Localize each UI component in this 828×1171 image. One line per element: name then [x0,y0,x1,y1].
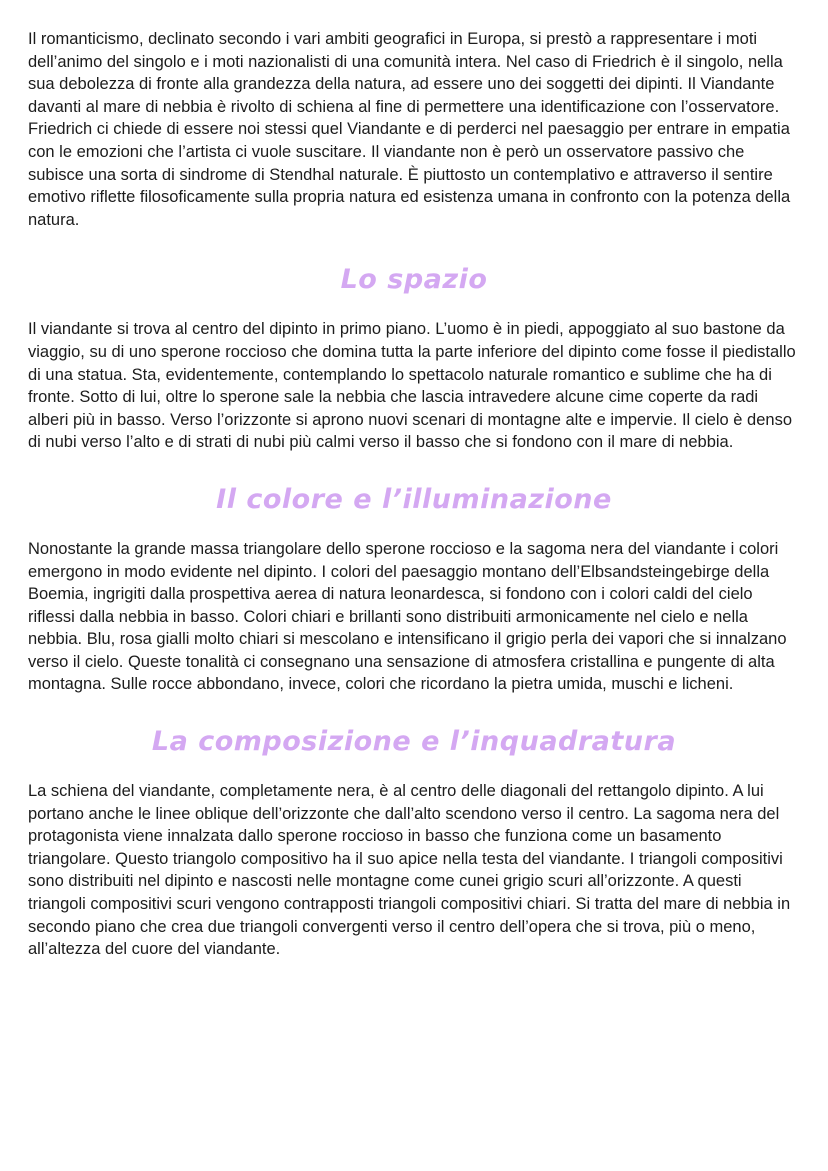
section-heading-spazio: Lo spazio [340,264,488,296]
section-heading-composizione: La composizione e l’inquadratura [151,726,677,758]
document-page [28,28,800,961]
section-paragraph-composizione: La schiena del viandante, completamente nera, è al centro delle diagonali del rettangolo dipinto. A lui portano anche le linee oblique dell’orizzonte che dall’alto scendono verso il centro. La sagoma nera del protagonista viene innalzata dallo sperone roccioso in basso che funziona come un basamento triangolare. Questo triangolo compositivo ha il suo apice nella testa del viandante. I triangoli compositivi sono distribuiti nel dipinto e nascosti nelle montagne come cunei grigio scuri all’orizzonte. A questi triangoli compositivi scuri vengono contrapposti triangoli compositivi chiari. Si tratta del mare di nebbia in secondo piano che crea due triangoli convergenti verso il centro dell’opera che si trova, più o meno, all’altezza del cuore del viandante. [28,782,791,959]
section-paragraph-colore: Nonostante la grande massa triangolare dello sperone roccioso e la sagoma nera del viandante i colori emergono in modo evidente nel dipinto. I colori del paesaggio montano dell’Elbsandsteingebirge della Boemia, ingrigiti dalla prospettiva aerea di natura leonardesca, si fondono con i colori caldi del cielo riflessi dalla nebbia in basso. Colori chiari e brillanti sono distribuiti armonicamente nel cielo e nella nebbia. Blu, rosa gialli molto chiari si mescolano e intensificano il grigio perla dei vapori che si innalzano verso il cielo. Queste tonalità ci consegnano una sensazione di atmosfera cristallina e pungente di alta montagna. Sulle rocce abbondano, invece, colori che ricordano la pietra umida, muschi e licheni. [28,539,787,694]
section-paragraph-spazio: Il viandante si trova al centro del dipinto in primo piano. L’uomo è in piedi, appoggiato al suo bastone da viaggio, su di uno sperone roccioso che domina tutta la parte inferiore del dipinto come fosse il piedistallo di una statua. Sta, evidentemente, contemplando lo spettacolo naturale romantico e sublime che ha di fronte. Sotto di lui, oltre lo sperone sale la nebbia che lascia intravedere alcune cime coperte da radi alberi più in basso. Verso l’orizzonte si aprono nuovi scenari di montagne alte e impervie. Il cielo è denso di nubi verso l’alto e di strati di nubi più calmi verso il basso che si fondono con il mare di nebbia. [28,320,796,452]
section-heading-colore: Il colore e l’illuminazione [216,483,612,515]
intro-paragraph: Il romanticismo, declinato secondo i vari ambiti geografici in Europa, si prestò a rappresentare i moti dell’animo del singolo e i moti nazionalisti di una comunità intera. Nel caso di Friedrich è il singolo, nella sua debolezza di fronte alla grandezza della natura, ad essere uno dei soggetti dei dipinti. Il Viandante davanti al mare di nebbia è rivolto di schiena al fine di permettere una identificazione con l’osservatore. Friedrich ci chiede di essere noi stessi quel Viandante e di perderci nel paesaggio per entrare in empatia con le emozioni che l’artista ci vuole suscitare. Il viandante non è però un osservatore passivo che subisce una sorta di sindrome di Stendhal naturale. È piuttosto un contemplativo e attraverso il sentire emotivo riflette filosoficamente sulla propria natura ed esistenza umana in confronto con la potenza della natura. [28,30,791,229]
